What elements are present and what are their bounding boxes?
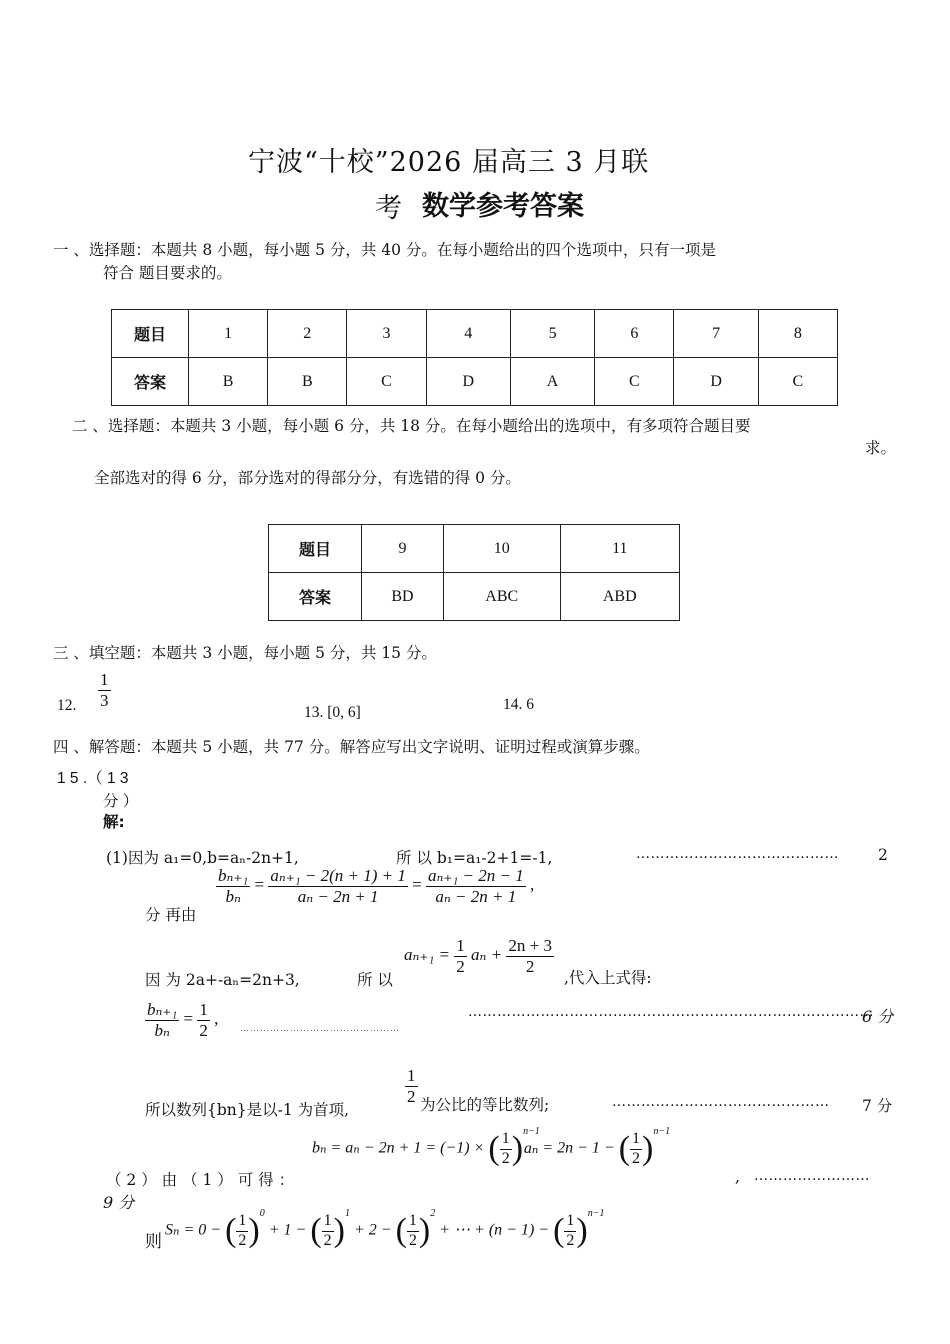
section4-heading: 四 、解答题：本题共 5 小题，共 77 分。解答应写出文字说明、证明过程或演算步骤。 (53, 738, 650, 756)
eq1-mid-den: aₙ − 2n + 1 (297, 886, 379, 906)
q12-label: 12. (57, 697, 77, 714)
q15-label-cont: 分 ） (103, 793, 139, 810)
table-cell: C (347, 358, 426, 406)
table-row-label: 题目 (112, 310, 189, 358)
q15-label: 1 5 .（ 1 3 (57, 770, 129, 787)
eq5-lhs: Sₙ = 0 − (165, 1221, 222, 1239)
table-cell: 7 (674, 310, 758, 358)
page-title-line2: 数学参考答案 (422, 191, 584, 222)
table-cell: D (674, 358, 758, 406)
solution-label: 解: (103, 813, 125, 831)
eq2-frac1-den: 2 (456, 956, 465, 976)
eq1-lhs-den: bₙ (225, 886, 241, 906)
eq5-term2: + 2 − (353, 1221, 392, 1239)
eq5-exp1: 1 (344, 1208, 350, 1220)
eq4-exponent2: n−1 (653, 1126, 671, 1138)
table-cell: D (426, 358, 510, 406)
table-cell: 8 (758, 310, 837, 358)
eq3-rhs-num: 1 (199, 1000, 208, 1019)
eq5-term1: + 1 − (268, 1221, 307, 1239)
table-row-label: 答案 (112, 358, 189, 406)
eq2-mid: aₙ + (471, 944, 503, 964)
part1-mid: 所 以 b₁=a₁-2+1=-1, (396, 849, 553, 867)
part1-text: (1)因为 a₁=0,b=aₙ-2n+1, (106, 849, 299, 867)
table-cell: C (595, 358, 674, 406)
equation-1: $\frac{\text{bₙ₊₁}}{\text{bₙ}}$ = $\frac{\text{aₙ₊₁ − 2(n + 1) + 1}}{\text{aₙ − 2n + 1}}$ = $\frac{\text{aₙ₊₁ − 2n − 1}}{\text{aₙ − 2n + 1}}$ , (218, 866, 535, 906)
table-cell: B (268, 358, 347, 406)
eq4-overlap: aₙ (523, 1139, 539, 1157)
score-leader-dots: ………………………………………………………………………… (468, 1004, 874, 1020)
part2-label: （ 2 ） 由 （ 1 ） 可 得 ： (106, 1171, 295, 1189)
table-cell: A (510, 358, 594, 406)
section3-heading: 三 、填空题：本题共 3 小题，每小题 5 分，共 15 分。 (53, 644, 437, 662)
table-cell: 6 (595, 310, 674, 358)
table-cell: 9 (362, 525, 444, 573)
section2-heading-end: 求。 (865, 439, 897, 457)
table-cell: 11 (560, 525, 679, 573)
equation-2 (404, 936, 554, 976)
score-6: 6 分 (862, 1007, 894, 1026)
eq4-half-num: 1 (500, 1130, 512, 1149)
ratio-num: 1 (407, 1066, 416, 1085)
score-leader-dots: …………………………………… (636, 846, 839, 862)
score9-comma: , (735, 1168, 740, 1186)
score-2: 2 (878, 846, 888, 864)
part1-score-cont: 分 再由 (145, 906, 197, 924)
equation-4: bₙ = aₙ − 2n + 1 = (−1) × ( $\frac{1}{2}$ )$^{n-1}$aₙ = 2n − 1 − ( $\frac{1}{2}$ )$^{n-1}$ (312, 1126, 671, 1167)
part1-line2-tail: ,代入上式得: (564, 969, 652, 987)
table-cell: C (758, 358, 837, 406)
eq5-exp2: 2 (430, 1208, 436, 1220)
page-title: 宁波“十校”2026 届高三 3 月联 (248, 147, 650, 178)
table-cell: 10 (443, 525, 560, 573)
eq3-rhs-den: 2 (199, 1020, 208, 1040)
score-7: 7 分 (862, 1097, 893, 1115)
sn-prefix: 则 (145, 1232, 162, 1252)
q12-denominator: 3 (100, 690, 109, 710)
part1-line2-mid: 所 以 (357, 971, 393, 989)
eq4-lhs: bₙ = aₙ − 2n + 1 = (−1) × (312, 1139, 485, 1157)
ratio-den: 2 (407, 1086, 416, 1106)
score-9: 9 分 (103, 1193, 135, 1212)
section2-answer-table (268, 524, 680, 621)
table-row-label: 答案 (269, 573, 362, 621)
ratio-fraction (405, 1066, 418, 1106)
eq5-exp0: 0 (259, 1208, 265, 1220)
eq2-lhs: aₙ₊₁ = (404, 944, 450, 964)
equation-3: $\frac{\text{bₙ₊₁}}{\text{bₙ}}$ = $\frac{1}{2}$ , (147, 1000, 219, 1040)
table-cell: ABD (560, 573, 679, 621)
page-title-line2-prefix: 考 (375, 193, 403, 224)
q13-answer: 13. [0, 6] (304, 704, 361, 721)
eq3-den: bₙ (154, 1020, 170, 1040)
eq2-frac1-num: 1 (456, 936, 465, 955)
eq1-rhs-den: aₙ − 2n + 1 (435, 886, 517, 906)
score-leader-dots: …………………… (754, 1168, 870, 1184)
eq1-lhs-num: bₙ₊₁ (218, 866, 249, 885)
eq3-num: bₙ₊₁ (147, 1000, 178, 1019)
table-cell: BD (362, 573, 444, 621)
part1-line2-text: 因 为 2a+-aₙ=2n+3, (145, 971, 300, 989)
section2-note: 全部选对的得 6 分，部分选对的得部分分，有选错的得 0 分。 (94, 469, 521, 487)
eq4-mid: = 2n − 1 − (542, 1139, 615, 1157)
table-cell: B (189, 358, 268, 406)
eq4-half2-num: 1 (630, 1130, 642, 1149)
section1-heading: 一 、选择题：本题共 8 小题，每小题 5 分，共 40 分。在每小题给出的四个选项中，只有一项是 (53, 241, 716, 259)
eq5-term3: + ⋯ + (n − 1) − (439, 1221, 550, 1239)
eq4-half-den: 2 (501, 1149, 510, 1167)
eq5-exp3: n−1 (587, 1208, 605, 1220)
eq4-exponent: n−1 (523, 1126, 540, 1138)
table-row-label: 题目 (269, 525, 362, 573)
score-leader-dots: ……………………………………… (612, 1094, 830, 1110)
part1-conclusion-tail: 为公比的等比数列; (420, 1096, 550, 1114)
table-cell: 3 (347, 310, 426, 358)
table-cell: 5 (510, 310, 594, 358)
section1-answer-table (111, 309, 838, 406)
table-cell: 2 (268, 310, 347, 358)
eq2-frac2-den: 2 (525, 956, 535, 976)
eq1-rhs-num: aₙ₊₁ − 2n − 1 (427, 866, 524, 885)
section1-heading-cont: 符合 题目要求的。 (103, 264, 232, 282)
eq1-mid-num: aₙ₊₁ − 2(n + 1) + 1 (270, 866, 406, 885)
eq4-half2-den: 2 (632, 1149, 641, 1167)
faint-leader-dots: ………………………………………… (240, 1024, 400, 1034)
q12-numerator: 1 (100, 670, 109, 689)
q12-answer (98, 670, 111, 710)
table-cell: ABC (443, 573, 560, 621)
part1-conclusion: 所以数列{bn}是以-1 为首项, (145, 1101, 350, 1119)
eq2-frac2-num: 2n + 3 (508, 936, 552, 955)
table-cell: 4 (426, 310, 510, 358)
equation-5: Sₙ = 0 − ( $\frac{1}{2}$ )$^0$ + 1 − ( $\frac{1}{2}$ )$^1$ + 2 − ( $\frac{1}{2}$ )$^2$ + ⋯ + (n − 1) − ( $\frac{1}{2}$ )$^{n-1}$ (165, 1208, 605, 1249)
section2-heading: 二 、选择题：本题共 3 小题，每小题 6 分，共 18 分。在每小题给出的选项中，有多项符合题目要 (72, 417, 751, 435)
table-cell: 1 (189, 310, 268, 358)
q14-answer: 14. 6 (503, 696, 534, 713)
